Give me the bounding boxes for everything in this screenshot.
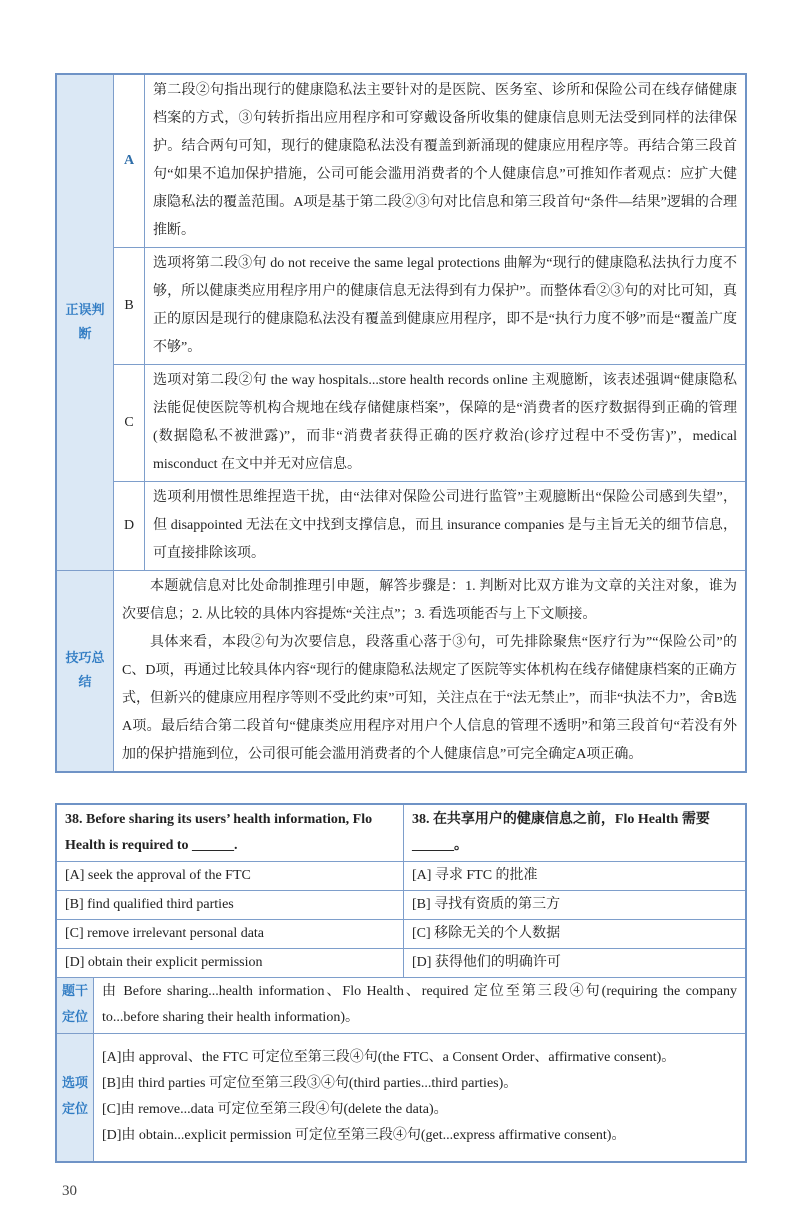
analysis-label: 正误判断 xyxy=(56,74,114,571)
option-letter: B xyxy=(114,248,145,365)
option-letter: D xyxy=(114,482,145,571)
option-analysis-row-d xyxy=(56,482,746,571)
option-analysis-row-a xyxy=(56,74,746,248)
option-letter: A xyxy=(114,74,145,248)
option-analysis-row-c xyxy=(56,365,746,482)
summary-paragraph: 本题就信息对比处命制推理引申题，解答步骤是：1. 判断对比双方谁为文章的关注对象，谁为次要信息；2. 从比较的具体内容提炼“关注点”；3. 看选项能否与上下文顺接。 xyxy=(122,579,737,622)
option-analysis-text: 第二段②句指出现行的健康隐私法主要针对的是医院、医务室、诊所和保险公司在线存储健康档案的方式，③句转折指出应用程序和可穿戴设备所收集的健康信息则无法受到同样的法律保护。结合两句可知，现行的健康隐私法没有覆盖到新涌现的健康应用程序等。再结合第三段首句“如果不追加保护措施，公司可能会滥用消费者的个人健康信息”可推知作者观点：应扩大健康隐私法的覆盖范围。A项是基于第二段②③句对比信息和第三段首句“条件—结果”逻辑的合理推断。 xyxy=(145,74,747,248)
option-locate-label: 选项定位 xyxy=(56,1033,94,1162)
question-stem-en: 38. Before sharing its users’ health information, Flo Health is required to ______. xyxy=(56,804,403,861)
option-zh: [A] 寻求 FTC 的批准 xyxy=(403,861,746,890)
option-analysis-text: 选项利用惯性思维捏造干扰，由“法律对保险公司进行监管”主观臆断出“保险公司感到失望”，但 disappointed 无法在文中找到支撑信息，而且 insurance companies 是与主旨无关的细节信息，可直接排除该项。 xyxy=(145,482,747,571)
option-letter: C xyxy=(114,365,145,482)
stem-locate-row xyxy=(56,977,746,1033)
option-en: [C] remove irrelevant personal data xyxy=(56,919,403,948)
option-zh: [D] 获得他们的明确许可 xyxy=(403,948,746,977)
option-en: [B] find qualified third parties xyxy=(56,890,403,919)
question-option-row xyxy=(56,919,746,948)
option-analysis-row-b xyxy=(56,248,746,365)
question-stem-zh: 38. 在共享用户的健康信息之前，Flo Health 需要______。 xyxy=(403,804,746,861)
option-en: [D] obtain their explicit permission xyxy=(56,948,403,977)
question-table xyxy=(55,803,747,1163)
option-locate-line: [C]由 remove...data 可定位至第三段④句(delete the data)。 xyxy=(102,1102,448,1118)
option-locate-line: [D]由 obtain...explicit permission 可定位至第三段④句(get...express affirmative consent)。 xyxy=(102,1128,626,1144)
question-option-row xyxy=(56,948,746,977)
option-analysis-text: 选项将第二段③句 do not receive the same legal protections 曲解为“现行的健康隐私法执行力度不够，所以健康类应用程序用户的健康信息无法得到有力保护”。而整体看②③句的对比可知，真正的原因是现行的健康隐私法没有覆盖到健康应用程序，即不是“执行力度不够”而是“覆盖广度不够”。 xyxy=(145,248,747,365)
option-en: [A] seek the approval of the FTC xyxy=(56,861,403,890)
summary-row xyxy=(56,571,746,773)
option-zh: [B] 寻找有资质的第三方 xyxy=(403,890,746,919)
question-option-row xyxy=(56,861,746,890)
option-locate-line: [A]由 approval、the FTC 可定位至第三段④句(the FTC、a Consent Order、affirmative consent)。 xyxy=(102,1050,676,1066)
option-zh: [C] 移除无关的个人数据 xyxy=(403,919,746,948)
question-option-row xyxy=(56,890,746,919)
option-locate-text xyxy=(94,1033,747,1162)
stem-locate-label: 题干定位 xyxy=(56,977,94,1033)
question-stem-row xyxy=(56,804,746,861)
option-analysis-text: 选项对第二段②句 the way hospitals...store health records online 主观臆断，该表述强调“健康隐私法能促使医院等机构合规地在线存储健康档案”，保障的是“消费者的医疗数据得到正确的管理(数据隐私不被泄露)”，而非“消费者获得正确的医疗救治(诊疗过程中不受伤害)”，medical misconduct 在文中并无对应信息。 xyxy=(145,365,747,482)
option-locate-row xyxy=(56,1033,746,1162)
page-number: 30 xyxy=(62,1183,77,1199)
analysis-table xyxy=(55,73,747,773)
stem-locate-text: 由 Before sharing...health information、Flo Health、required 定位至第三段④句(requiring the company to...before sharing their health information)。 xyxy=(94,977,747,1033)
summary-text xyxy=(114,571,747,773)
option-locate-line: [B]由 third parties 可定位至第三段③④句(third parties...third parties)。 xyxy=(102,1076,518,1092)
summary-paragraph: 具体来看，本段②句为次要信息，段落重心落于③句，可先排除聚焦“医疗行为”“保险公司”的C、D项，再通过比较具体内容“现行的健康隐私法规定了医院等实体机构在线存储健康档案的正确方式，但新兴的健康应用程序等则不受此约束”可知，关注点在于“法无禁止”，而非“执法不力”，舍B选A项。最后结合第二段首句“健康类应用程序对用户个人信息的管理不透明”和第三段首句“若没有外加的保护措施到位，公司很可能会滥用消费者的个人健康信息”可完全确定A项正确。 xyxy=(122,635,737,762)
summary-label: 技巧总结 xyxy=(56,571,114,773)
